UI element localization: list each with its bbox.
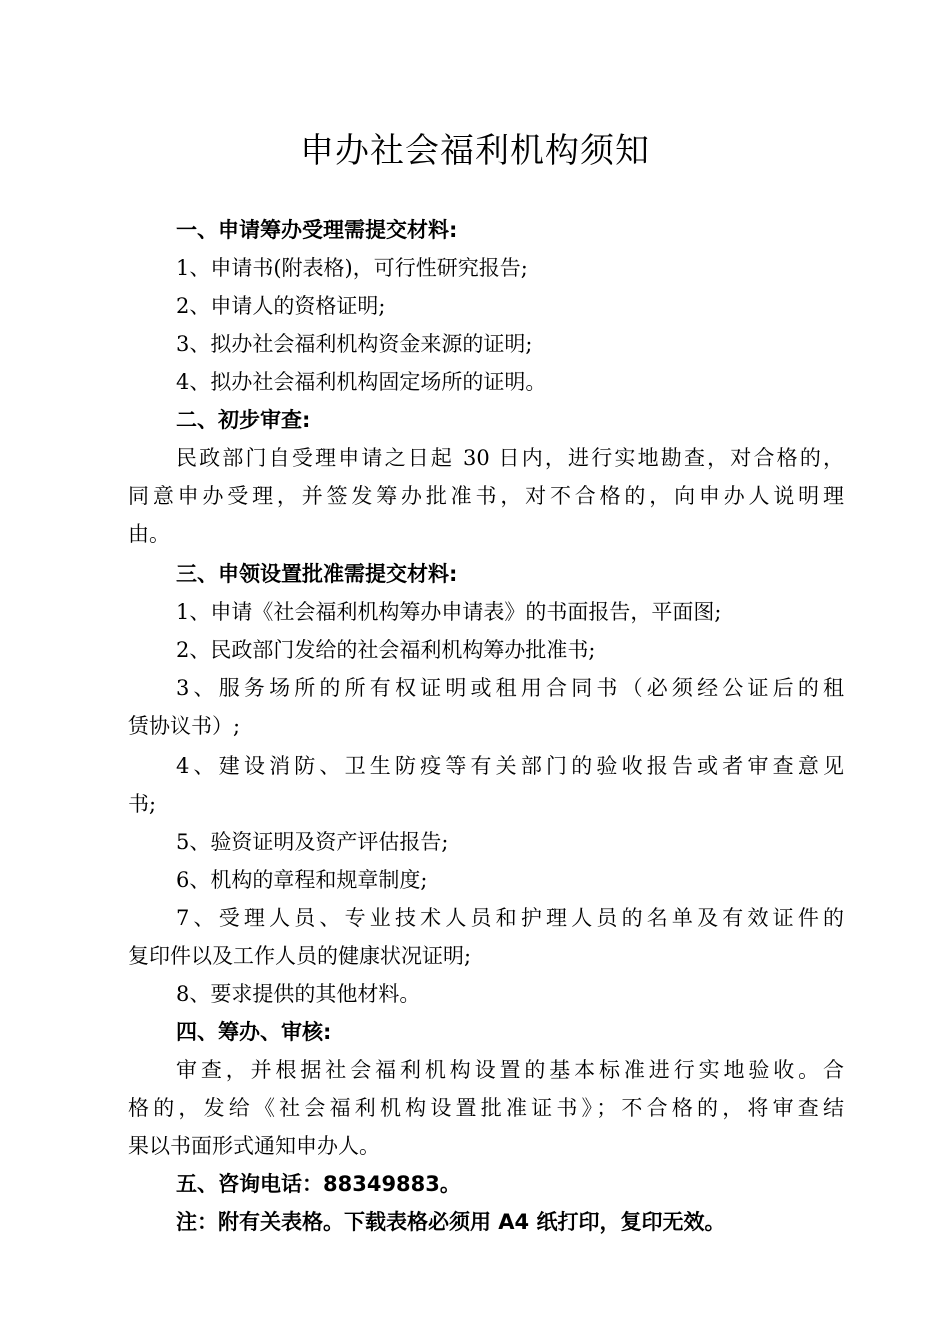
paragraph-line: 民政部门自受理申请之日起 30 日内，进行实地勘查，对合格的，: [176, 446, 844, 470]
list-item: 1、申请《社会福利机构筹办申请表》的书面报告，平面图;: [176, 600, 722, 624]
section-heading-3: 三、申领设置批准需提交材料:: [176, 562, 458, 586]
paragraph-line: 同意申办受理，并签发筹办批准书，对不合格的，向申办人说明理: [128, 484, 844, 508]
list-item: 2、申请人的资格证明;: [176, 294, 386, 318]
paragraph-line: 审查，并根据社会福利机构设置的基本标准进行实地验收。合: [176, 1058, 844, 1082]
section-heading-5: 五、咨询电话：88349883。: [176, 1172, 461, 1196]
paragraph-line: 格的，发给《社会福利机构设置批准证书》；不合格的，将审查结: [128, 1096, 844, 1120]
list-item: 4、拟办社会福利机构固定场所的证明。: [176, 370, 547, 394]
footnote: 注：附有关表格。下载表格必须用 A4 纸打印，复印无效。: [176, 1210, 726, 1234]
list-item: 3、服务场所的所有权证明或租用合同书（必须经公证后的租: [176, 676, 844, 700]
list-item: 6、机构的章程和规章制度;: [176, 868, 428, 892]
paragraph-line: 由。: [128, 522, 170, 546]
list-item-continuation: 书;: [128, 792, 157, 816]
section-heading-4: 四、筹办、审核:: [176, 1020, 332, 1044]
section-heading-1: 一、申请筹办受理需提交材料:: [176, 218, 458, 242]
list-item: 7、受理人员、专业技术人员和护理人员的名单及有效证件的: [176, 906, 844, 930]
list-item: 1、申请书(附表格)，可行性研究报告;: [176, 256, 528, 280]
list-item-continuation: 复印件以及工作人员的健康状况证明;: [128, 944, 472, 968]
list-item: 3、拟办社会福利机构资金来源的证明;: [176, 332, 533, 356]
list-item: 2、民政部门发给的社会福利机构筹办批准书;: [176, 638, 596, 662]
document-title: 申办社会福利机构须知: [300, 131, 650, 171]
paragraph-line: 果以书面形式通知申办人。: [128, 1134, 380, 1158]
list-item: 5、验资证明及资产评估报告;: [176, 830, 449, 854]
section-heading-2: 二、初步审查:: [176, 408, 311, 432]
list-item: 4、建设消防、卫生防疫等有关部门的验收报告或者审查意见: [176, 754, 844, 778]
list-item-continuation: 赁协议书）;: [128, 714, 241, 738]
list-item: 8、要求提供的其他材料。: [176, 982, 421, 1006]
